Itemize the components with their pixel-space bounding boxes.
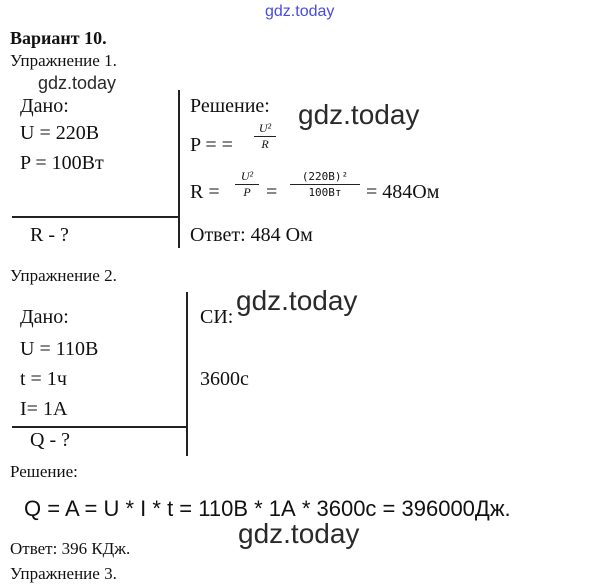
watermark-top: gdz.today xyxy=(265,3,335,20)
ex1-formula2-equals: = xyxy=(266,181,278,203)
ex2-given-voltage: U = 110В xyxy=(20,338,99,360)
ex1-formula2-denominator2: 100Вт xyxy=(308,186,342,200)
ex1-formula2-lhs: R = xyxy=(190,181,220,203)
ex1-solution-label: Решение: xyxy=(190,95,270,117)
ex1-formula2-numerator2: (220В)² xyxy=(301,170,349,183)
ex2-solution-label: Решение: xyxy=(10,462,78,481)
watermark-ex2-si: gdz.today xyxy=(236,285,358,316)
exercise-1-title: Упражнение 1. xyxy=(10,51,117,70)
watermark-ex1-given: gdz.today xyxy=(38,73,117,93)
ex1-given-voltage: U = 220В xyxy=(20,122,100,144)
ex1-formula1-lhs: P = = xyxy=(190,134,233,156)
ex2-given-label: Дано: xyxy=(20,306,69,328)
ex1-formula2-numerator1: U² xyxy=(240,169,254,183)
variant-heading: Вариант 10. xyxy=(10,28,107,48)
ex2-formula: Q = A = U * I * t = 110В * 1А * 3600с = 396000Дж. xyxy=(24,496,511,521)
watermark-ex2-formula: gdz.today xyxy=(238,518,360,549)
ex1-formula1-denominator: R xyxy=(261,137,269,152)
ex1-vertical-divider xyxy=(178,90,180,248)
ex1-formula1-numerator: U² xyxy=(258,121,272,135)
ex2-find: Q - ? xyxy=(30,429,70,451)
ex2-horizontal-divider xyxy=(12,426,187,428)
ex2-answer: Ответ: 396 КДж. xyxy=(10,539,131,558)
ex2-si-value: 3600с xyxy=(200,368,249,390)
ex1-formula2-fraction2 xyxy=(290,170,360,199)
ex1-formula2-bar2 xyxy=(290,184,360,185)
ex1-formula1-fraction xyxy=(254,122,276,151)
ex2-si-label: СИ: xyxy=(200,306,234,328)
ex1-horizontal-divider xyxy=(12,216,179,218)
watermark-ex1-solution: gdz.today xyxy=(298,99,420,130)
ex1-formula2-fraction1 xyxy=(235,170,259,199)
ex2-given-current: I= 1А xyxy=(20,398,68,420)
exercise-3-title: Упражнение 3. xyxy=(10,564,117,583)
ex1-find: R - ? xyxy=(30,224,69,246)
ex2-vertical-divider xyxy=(186,292,188,456)
ex1-answer: Ответ: 484 Ом xyxy=(190,224,313,246)
ex2-given-time: t = 1ч xyxy=(20,368,67,390)
ex1-formula2-denominator1: P xyxy=(243,185,251,200)
ex1-given-label: Дано: xyxy=(20,95,69,117)
ex1-given-power: P = 100Вт xyxy=(20,152,104,174)
ex1-formula2-result: = 484Ом xyxy=(366,181,440,203)
exercise-2-title: Упражнение 2. xyxy=(10,266,117,285)
